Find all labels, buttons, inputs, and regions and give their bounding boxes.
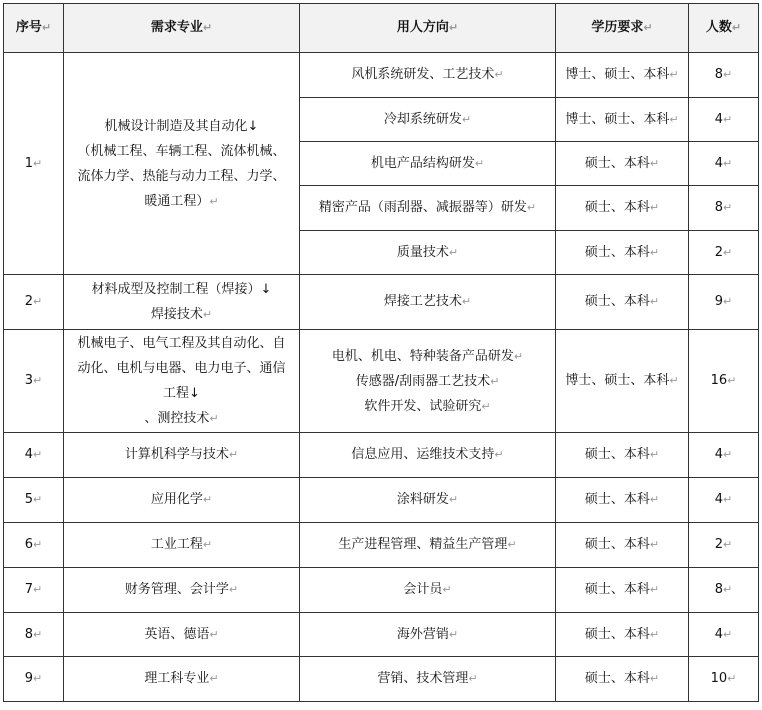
table-row	[4, 53, 759, 98]
major-cell: 理工科专业↵	[64, 657, 300, 702]
table-row	[4, 568, 759, 613]
direction-cell: 海外营销↵	[300, 613, 556, 657]
direction-cell: 机电产品结构研发↵	[300, 142, 556, 186]
count-cell: 10↵	[689, 657, 759, 702]
education-cell: 博士、硕士、本科↵	[556, 330, 689, 433]
major-cell: 应用化学↵	[64, 478, 300, 523]
count-cell: 8↵	[689, 53, 759, 98]
education-cell: 硕士、本科↵	[556, 568, 689, 613]
count-cell: 4↵	[689, 98, 759, 142]
table-row	[4, 433, 759, 478]
education-cell: 博士、硕士、本科↵	[556, 98, 689, 142]
count-cell: 4↵	[689, 433, 759, 478]
header-no: 序号↵	[4, 4, 64, 53]
row-number: 2↵	[4, 275, 64, 330]
count-cell: 8↵	[689, 186, 759, 231]
count-cell: 9↵	[689, 275, 759, 330]
table-row	[4, 275, 759, 330]
education-cell: 硕士、本科↵	[556, 523, 689, 568]
education-cell: 硕士、本科↵	[556, 231, 689, 275]
education-cell: 博士、硕士、本科↵	[556, 53, 689, 98]
direction-cell: 涂料研发↵	[300, 478, 556, 523]
row-number: 7↵	[4, 568, 64, 613]
direction-cell: 冷却系统研发↵	[300, 98, 556, 142]
count-cell: 2↵	[689, 523, 759, 568]
header-count: 人数↵	[689, 4, 759, 53]
recruitment-table	[3, 3, 759, 702]
header-direction: 用人方向↵	[300, 4, 556, 53]
major-cell: 财务管理、会计学↵	[64, 568, 300, 613]
row-number: 1↵	[4, 53, 64, 275]
direction-cell: 焊接工艺技术↵	[300, 275, 556, 330]
major-cell: 计算机科学与技术↵	[64, 433, 300, 478]
major-cell: 机械电子、电气工程及其自动化、自 动化、电机与电器、电力电子、通信 工程↓ 、测控技术↵	[64, 330, 300, 433]
row-number: 6↵	[4, 523, 64, 568]
table-row	[4, 478, 759, 523]
count-cell: 4↵	[689, 478, 759, 523]
direction-cell: 质量技术↵	[300, 231, 556, 275]
table-row	[4, 523, 759, 568]
table-row	[4, 613, 759, 657]
header-row	[4, 4, 759, 53]
education-cell: 硕士、本科↵	[556, 142, 689, 186]
header-education: 学历要求↵	[556, 4, 689, 53]
row-number: 3↵	[4, 330, 64, 433]
major-cell: 材料成型及控制工程（焊接）↓ 焊接技术↵	[64, 275, 300, 330]
education-cell: 硕士、本科↵	[556, 478, 689, 523]
education-cell: 硕士、本科↵	[556, 613, 689, 657]
row-number: 5↵	[4, 478, 64, 523]
education-cell: 硕士、本科↵	[556, 186, 689, 231]
count-cell: 2↵	[689, 231, 759, 275]
direction-cell: 营销、技术管理↵	[300, 657, 556, 702]
row-number: 9↵	[4, 657, 64, 702]
table-row	[4, 657, 759, 702]
count-cell: 16↵	[689, 330, 759, 433]
table-row	[4, 330, 759, 433]
count-cell: 8↵	[689, 568, 759, 613]
direction-cell: 电机、机电、特种装备产品研发↵ 传感器/刮雨器工艺技术↵ 软件开发、试验研究↵	[300, 330, 556, 433]
direction-cell: 生产进程管理、精益生产管理↵	[300, 523, 556, 568]
header-major: 需求专业↵	[64, 4, 300, 53]
count-cell: 4↵	[689, 142, 759, 186]
major-cell: 机械设计制造及其自动化↓ （机械工程、车辆工程、流体机械、 流体力学、热能与动力工程、力学、 暖通工程）↵	[64, 53, 300, 275]
direction-cell: 会计员↵	[300, 568, 556, 613]
major-cell: 英语、德语↵	[64, 613, 300, 657]
row-number: 4↵	[4, 433, 64, 478]
education-cell: 硕士、本科↵	[556, 657, 689, 702]
direction-cell: 风机系统研发、工艺技术↵	[300, 53, 556, 98]
major-cell: 工业工程↵	[64, 523, 300, 568]
count-cell: 4↵	[689, 613, 759, 657]
education-cell: 硕士、本科↵	[556, 275, 689, 330]
row-number: 8↵	[4, 613, 64, 657]
direction-cell: 信息应用、运维技术支持↵	[300, 433, 556, 478]
education-cell: 硕士、本科↵	[556, 433, 689, 478]
direction-cell: 精密产品（雨刮器、减振器等）研发↵	[300, 186, 556, 231]
